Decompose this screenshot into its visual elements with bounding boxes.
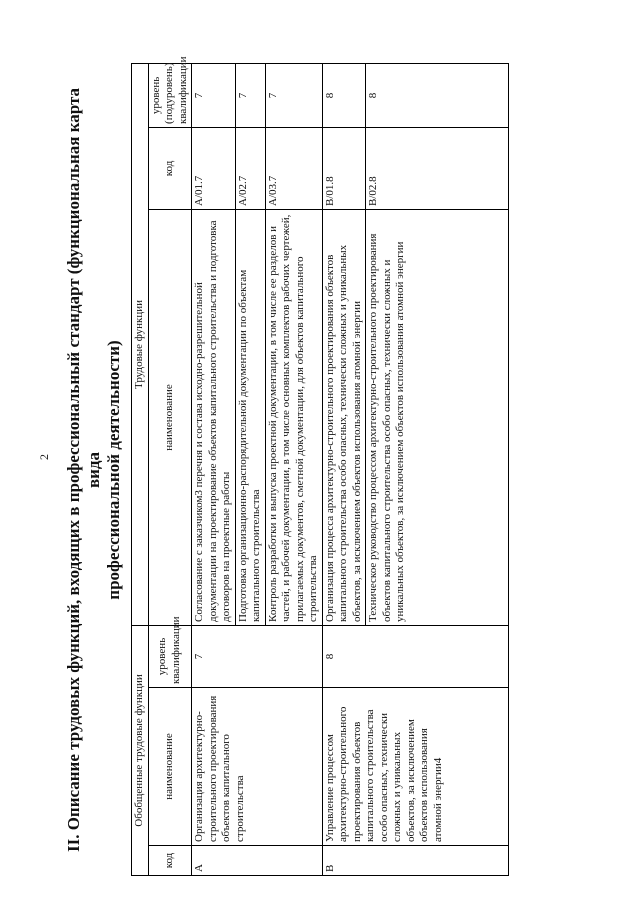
rotated-page	[64, 56, 624, 880]
function-code: B/02.8	[366, 127, 509, 209]
function-code: A/02.7	[235, 127, 265, 209]
function-level: 7	[265, 63, 322, 127]
function-name: Согласование с заказчиком3 перечня и состава исходно-разрешительной документации на проектирование объектов капитального строительства и подготовка договоров на проектные работы	[192, 209, 236, 625]
function-code: A/03.7	[265, 127, 322, 209]
group-code: B	[322, 846, 509, 876]
functional-map-table	[131, 56, 509, 876]
function-level: 7	[235, 63, 265, 127]
header-labor: Трудовые функции	[132, 63, 149, 625]
header-code-2: код	[148, 127, 192, 209]
function-name: Контроль разработки и выпуска проектной документации, в том числе ее разделов и частей, и рабочей документации, в том числе основных комплектов рабочих чертежей, прилагаемых документов, сметной документации, для объектов капитального строительства	[265, 209, 322, 625]
function-code: B/01.8	[322, 127, 366, 209]
table-row	[322, 63, 366, 875]
section-title	[64, 60, 124, 880]
function-level: 8	[366, 63, 509, 127]
function-name: Организация процесса архитектурно-строительного проектирования объектов капитального строительства особо опасных, технически сложных и уникальных объектов, за исключением объектов использования атомной энергии	[322, 209, 366, 625]
function-level: 7	[192, 63, 236, 127]
table-row	[192, 63, 236, 875]
header-level-1: уровень квалификации	[148, 625, 192, 687]
header-name-1: наименование	[148, 688, 192, 846]
header-name-2: наименование	[148, 209, 192, 625]
function-code: A/01.7	[192, 127, 236, 209]
page-number: 2	[37, 454, 51, 460]
function-name: Подготовка организационно-распорядительной документации по объектам капитального строительства	[235, 209, 265, 625]
header-generalized: Обобщенные трудовые функции	[132, 625, 149, 875]
group-code: A	[192, 846, 323, 876]
function-name: Техническое руководство процессом архитектурно-строительного проектирования объектов капитального строительства особо опасных, технически сложных и уникальных объектов, за исключением объектов использования атомной энергии	[366, 209, 509, 625]
group-level: 8	[322, 625, 509, 687]
title-line-1: II. Описание трудовых функций, входящих в профессиональный стандарт (функциональная карта вида	[64, 87, 103, 853]
header-code-1: код	[148, 846, 192, 876]
group-level: 7	[192, 625, 323, 687]
header-level-2: уровень (подуровень) квалификации	[148, 63, 192, 127]
header-row-2	[148, 63, 192, 875]
header-row-1	[132, 63, 149, 875]
group-name: Управление процессом архитектурно-строительного проектирования объектов капитального строительства особо опасных, технически сложных и уникальных объектов, за исключением объектов использования атомной энергии4	[322, 688, 509, 846]
title-line-2: профессиональной деятельности)	[104, 340, 123, 600]
group-name: Организация архитектурно-строительного проектирования объектов капитального строительства	[192, 688, 323, 846]
function-level: 8	[322, 63, 366, 127]
